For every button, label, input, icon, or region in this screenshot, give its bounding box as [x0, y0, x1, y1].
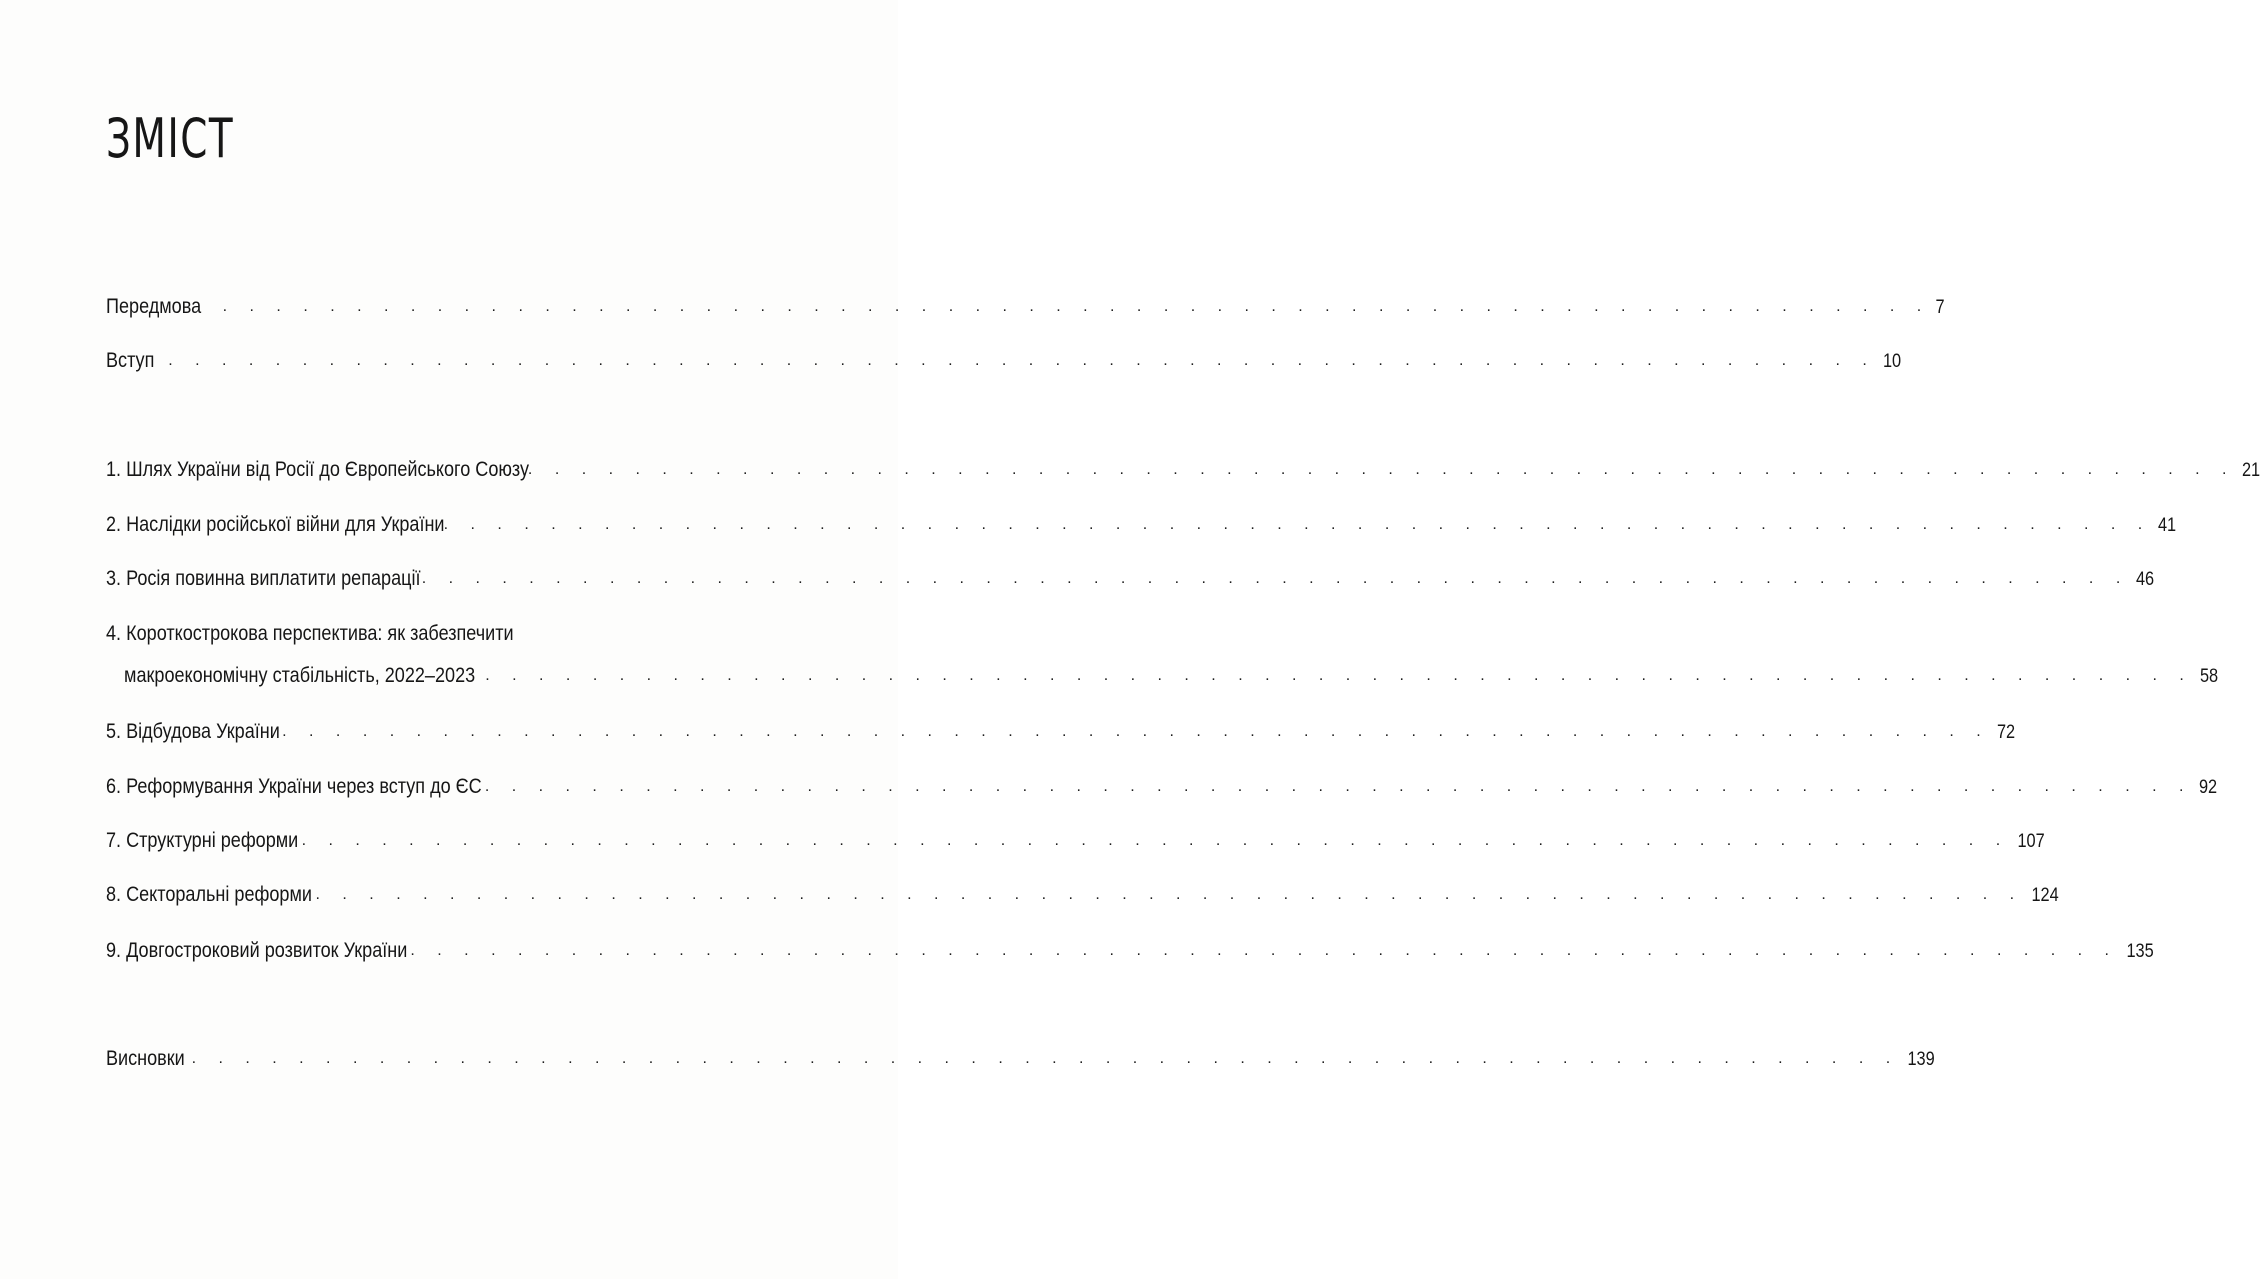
toc-page-number: 124 [2031, 885, 2059, 906]
toc-page-number: 58 [2199, 666, 2218, 687]
dot-leader: . . . . . . . . . . . . . . . . . . . . . . . . . . . . . . . . . . . . . . . . . . . . . . . . . . . . . . . . . . . . . . . . [527, 461, 2236, 478]
toc-page-number: 10 [1882, 351, 1901, 372]
toc-page-number: 139 [1907, 1049, 1935, 1070]
toc-entry-label: Довгостроковий розвиток України [126, 939, 408, 962]
toc-entry-label: Шлях України від Росії до Європейського Союзу [126, 458, 530, 481]
toc-entry-label-line1: Короткострокова перспектива: як забезпечити [126, 622, 514, 645]
toc-entry-label: Висновки [106, 1047, 185, 1070]
toc-entry-conclusions[interactable] [106, 1046, 1935, 1074]
toc-entry-chapter-3[interactable] [106, 566, 2155, 594]
toc-page-number: 135 [2126, 941, 2154, 962]
dot-leader: . . . . . . . . . . . . . . . . . . . . . . . . . . . . . . . . . . . . . . . . . . . . . . . . . . . . . . . . . . . . . . . . [443, 516, 2152, 533]
dot-leader: . . . . . . . . . . . . . . . . . . . . . . . . . . . . . . . . . . . . . . . . . . . . . . . . . . . . . . . . . . . . . . . . [315, 886, 2024, 903]
dot-leader: . . . . . . . . . . . . . . . . . . . . . . . . . . . . . . . . . . . . . . . . . . . . . . . . . . . . . . . . . . . . . . . . [410, 942, 2118, 959]
chapter-number: 8. [106, 883, 122, 906]
toc-entry-chapter-6[interactable] [106, 774, 2218, 802]
dot-leader: . . . . . . . . . . . . . . . . . . . . . . . . . . . . . . . . . . . . . . . . . . . . . . . . . . . . . . . . . . . . . . . . [282, 723, 1990, 740]
chapter-number: 3. [106, 567, 122, 590]
dot-leader: . . . . . . . . . . . . . . . . . . . . . . . . . . . . . . . . . . . . . . . . . . . . . . . . . . . . . . . . . . . . . . . . [222, 298, 1931, 315]
dot-leader: . . . . . . . . . . . . . . . . . . . . . . . . . . . . . . . . . . . . . . . . . . . . . . . . . . . . . . . . . . . . . . . . [485, 667, 2193, 684]
chapter-number: 6. [106, 775, 122, 798]
toc-entry-chapter-9[interactable] [106, 938, 2154, 966]
toc-entry-label-line2: макроекономічну стабільність, 2022–2023 [124, 664, 476, 687]
toc-page-number: 46 [2136, 569, 2155, 590]
toc-entry-label: Наслідки російської війни для України [126, 513, 445, 536]
toc-entry-chapter-8[interactable] [106, 882, 2059, 910]
toc-entry-chapter-4[interactable] [106, 621, 2218, 691]
toc-entry-introduction[interactable] [106, 348, 1901, 376]
dot-leader: . . . . . . . . . . . . . . . . . . . . . . . . . . . . . . . . . . . . . . . . . . . . . . . . . . . . . . . . . . . . . . . . [301, 832, 2010, 849]
toc-entry-label: Росія повинна виплатити репарації [126, 567, 421, 590]
toc-entry-chapter-2[interactable] [106, 512, 2177, 540]
chapter-number: 9. [106, 939, 122, 962]
toc-entry-label: Реформування України через вступ до ЄС [126, 775, 482, 798]
toc-page-number: 107 [2017, 831, 2045, 852]
toc-entry-label: Структурні реформи [126, 829, 299, 852]
toc-entry-label: Відбудова України [126, 720, 280, 743]
dot-leader: . . . . . . . . . . . . . . . . . . . . . . . . . . . . . . . . . . . . . . . . . . . . . . . . . . . . . . . . . . . . . . . . [421, 570, 2130, 587]
dot-leader: . . . . . . . . . . . . . . . . . . . . . . . . . . . . . . . . . . . . . . . . . . . . . . . . . . . . . . . . . . . . . . . . [484, 778, 2193, 795]
toc-entry-chapter-5[interactable] [106, 719, 2015, 747]
dot-leader: . . . . . . . . . . . . . . . . . . . . . . . . . . . . . . . . . . . . . . . . . . . . . . . . . . . . . . . . . . . . . . . . [191, 1050, 1900, 1067]
toc-page-number: 21 [2242, 460, 2261, 481]
chapter-number: 5. [106, 720, 122, 743]
chapter-number: 1. [106, 458, 122, 481]
chapter-number: 4. [106, 622, 122, 645]
toc-entry-chapter-1[interactable] [106, 457, 2261, 485]
toc-page-number: 72 [1996, 722, 2015, 743]
dot-leader: . . . . . . . . . . . . . . . . . . . . . . . . . . . . . . . . . . . . . . . . . . . . . . . . . . . . . . . . . . . . . . . . [168, 352, 1876, 369]
toc-entry-label: Передмова [106, 295, 202, 318]
chapter-number: 7. [106, 829, 122, 852]
page-title: ЗМІСТ [106, 107, 235, 170]
toc-entry-label: Секторальні реформи [126, 883, 312, 906]
toc-entry-chapter-7[interactable] [106, 828, 2045, 856]
toc-page-number: 41 [2158, 515, 2177, 536]
toc-entry-label: Вступ [106, 349, 155, 372]
chapter-number: 2. [106, 513, 122, 536]
toc-page-number: 7 [1935, 297, 1945, 318]
toc-page-number: 92 [2199, 777, 2218, 798]
toc-entry-preface[interactable] [106, 294, 1945, 322]
